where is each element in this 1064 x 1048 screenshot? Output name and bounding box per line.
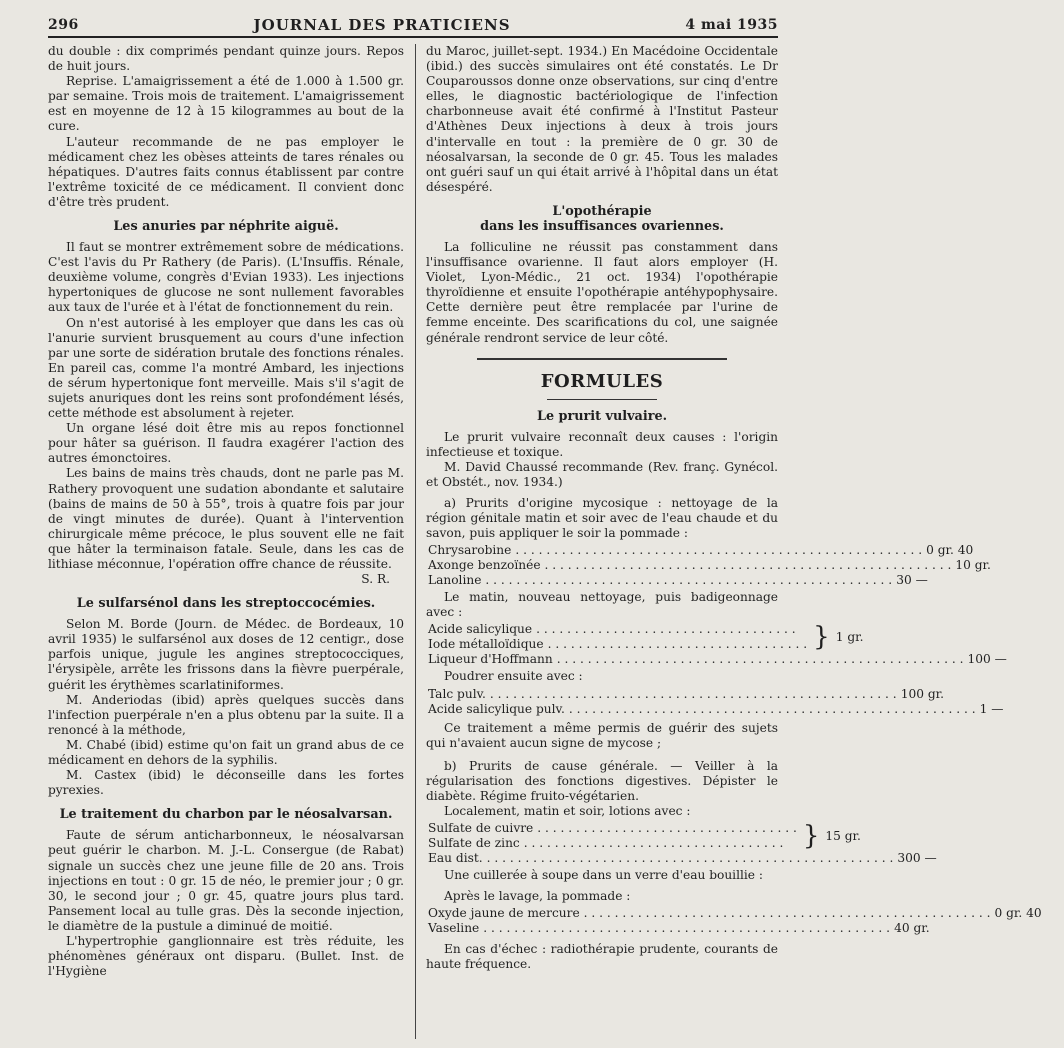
paragraph: du Maroc, juillet-sept. 1934.) En Macédoine Occidentale (ibid.) des succès simulaires ont été constatés. Le Dr Couparoussos donne onze observations, sur cinq d'entre elles, le diagnostic bactériologique de l'infection charbonneuse avait été confirmé à l'Institut Pasteur d'Athènes Deux injections à deux à trois jours d'intervalle en tout : la première de 0 gr. 30 de néosalvarsan, la seconde de 0 gr. 45. Tous les malades ont guéri sauf un qui était arrivé à l'hôpital dans un état désespéré.: [426, 44, 778, 194]
paragraph: Une cuillerée à soupe dans un verre d'eau bouillie :: [444, 868, 763, 883]
paragraph: Localement, matin et soir, lotions avec :: [444, 804, 691, 818]
section-heading-opotherapie-sub: dans les insuffisances ovariennes.: [480, 218, 724, 234]
rx-line: Iode métalloïdique . . .: [428, 637, 811, 652]
column-divider: [415, 44, 416, 1039]
issue-date: 4 mai 1935: [685, 17, 778, 33]
paragraph: Un organe lésé doit être mis au repos fonctionnel pour hâter sa guérison. Il faudra exagérer l'action des autres émonctoires.: [48, 421, 404, 466]
rx-line: Liqueur d'Hoffmann . . . 100 —: [428, 652, 778, 667]
prescription-4: [428, 821, 937, 866]
page-header: [48, 14, 778, 38]
section-heading-anuries: Les anuries par néphrite aiguë.: [113, 219, 339, 235]
paragraph: M. Anderiodas (ibid) après quelques succès dans l'infection puerpérale n'en a plus obtenu par la suite. Il a renoncé à la méthode,: [48, 692, 404, 737]
paragraph: Ce traitement a même permis de guérir des sujets qui n'avaient aucun signe de mycose ;: [426, 720, 778, 750]
paragraph: Reprise. L'amaigrissement a été de 1.000 à 1.500 gr. par semaine. Trois mois de traitement. L'amaigrissement est en moyenne de 12 à 15 kilogrammes au bout de la cure.: [48, 74, 404, 134]
paragraph: Après le lavage, la pommade :: [444, 889, 631, 904]
paragraph: M. Castex (ibid) le déconseille dans les fortes pyrexies.: [48, 768, 404, 798]
rx-line: Vaseline . . . 40 gr.: [428, 921, 778, 936]
rx-brace-group: Sulfate de cuivre . . . Sulfate de zinc . . . } 15 gr.: [428, 821, 778, 851]
heading-underline: [547, 399, 657, 400]
left-column: [48, 44, 404, 1044]
paragraph: L'auteur recommande de ne pas employer le médicament chez les obèses atteints de tares rénales ou hépatiques. D'autres faits connus établissent par contre l'extrême toxicité de ce médicament. Il convient donc d'être très prudent.: [48, 134, 404, 209]
paragraph: du double : dix comprimés pendant quinze jours. Repos de huit jours.: [48, 44, 404, 74]
paragraph: Le prurit vulvaire reconnaît deux causes : l'origin infectieuse et toxique.: [426, 429, 778, 459]
prescription-5: [428, 906, 1042, 936]
paragraph: Le matin, nouveau nettoyage, puis badigeonnage avec :: [426, 590, 778, 620]
paragraph: Il faut se montrer extrêmement sobre de médications. C'est l'avis du Pr Rathery (de Paris). (L'Insuffis. Rénale, deuxième volume, congrès d'Evian 1933). Les injections hypertoniques de glucose ne sont nullement favorables aux taux de l'urée et à l'état de fonctionnement du rein.: [48, 240, 404, 315]
paragraph: Poudrer ensuite avec :: [444, 669, 583, 684]
brace-icon: }: [813, 622, 830, 653]
paragraph: b) Prurits de cause générale. — Veiller à la régularisation des fonctions digestives. Dépister le diabète. Régime fruito-végétarien.: [426, 758, 778, 803]
page-number: 296: [48, 17, 79, 33]
paragraph: Selon M. Borde (Journ. de Médec. de Bordeaux, 10 avril 1935) le sulfarsénol aux doses de 12 centigr., dose parfois unique, jugule les angines streptococciques, l'érysipèle, arrête les frissons dans la fièvre puerpérale, guérit les érythèmes scarlatiniformes.: [48, 617, 404, 692]
rx-line: Chrysarobine . . . 0 gr. 40: [428, 543, 778, 558]
paragraph: En cas d'échec : radiothérapie prudente, courants de haute fréquence.: [426, 942, 778, 972]
section-separator: [477, 358, 727, 360]
right-column: [426, 44, 1042, 1044]
section-heading-opotherapie: L'opothérapie: [552, 203, 652, 219]
prescription-1: [428, 543, 991, 588]
paragraph: On n'est autorisé à les employer que dans les cas où l'anurie survient brusquement au cours d'une infection par une sorte de sidération brutale des fonctions rénales. En pareil cas, comme l'a montré Ambard, les injections de sérum hypertonique font merveille. Mais s'il s'agit de sujets anuriques dont les reins sont profondément lésés, cette méthode est absolument à rejeter.: [48, 315, 404, 421]
rx-line: Sulfate de zinc . . .: [428, 836, 801, 851]
prescription-2: [428, 622, 1007, 667]
rx-line: Lanoline . . . 30 —: [428, 573, 778, 588]
paragraph: a) Prurits d'origine mycosique : nettoyage de la région génitale matin et soir avec de l'eau chaude et du savon, puis appliquer le soir la pommade :: [426, 495, 778, 541]
author-initials: S. R.: [361, 572, 390, 587]
paragraph: M. Chabé (ibid) estime qu'on fait un grand abus de ce médicament en dehors de la syphilis.: [48, 737, 404, 768]
section-heading-sulfarsenol: Le sulfarsénol dans les streptoccocémies.: [76, 596, 376, 612]
paragraph: Faute de sérum anticharbonneux, le néosalvarsan peut guérir le charbon. M. J.-L. Consergue (de Rabat) signale un succès chez une jeune fille de 20 ans. Trois injections en tout : 0 gr. 15 de néo, le premier jour ; 0 gr. 30, le second jour ; 0 gr. 45, quatre jours plus tard. Pansement local au tulle gras. Dès la seconde injection, le diamètre de la pustule a diminué de moitié.: [48, 828, 404, 933]
section-heading-prurit: Le prurit vulvaire.: [536, 408, 668, 424]
rx-line: Talc pulv. . . . 100 gr.: [428, 687, 778, 702]
two-column-body: [48, 44, 1042, 1044]
rx-line: Eau dist. . . . 300 —: [428, 851, 778, 866]
prescription-3: [428, 686, 1004, 717]
journal-title: JOURNAL DES PRATICIENS: [253, 16, 511, 34]
rx-brace-group: Acide salicylique . . . Iode métalloïdique . . . } 1 gr.: [428, 622, 778, 652]
rx-line: Acide salicylique . . .: [428, 622, 811, 637]
formules-heading: FORMULES: [540, 370, 664, 392]
brace-icon: }: [802, 821, 820, 852]
paragraph: L'hypertrophie ganglionnaire est très réduite, les phénomènes généraux ont disparu. (Bullet. Inst. de l'Hygiène: [48, 933, 404, 979]
rx-line: Axonge benzoïnée . . . 10 gr.: [428, 558, 778, 573]
rx-line: Acide salicylique pulv. . . . 1 —: [428, 702, 778, 717]
paragraph: M. David Chaussé recommande (Rev. franç. Gynécol. et Obstét., nov. 1934.): [426, 459, 778, 489]
rx-line: Oxyde jaune de mercure . . . 0 gr. 40: [428, 906, 778, 921]
paragraph: La folliculine ne réussit pas constamment dans l'insuffisance ovarienne. Il faut alors employer (H. Violet, Lyon-Médic., 21 oct. 1934) l'opothérapie thyroïdienne et ensuite l'opothérapie antéhypophysaire. Cette dernière peut être remplacée par l'urine de femme enceinte. Des scarifications du col, une saignée générale rendront service de leur côté.: [426, 239, 778, 345]
paragraph: Les bains de mains très chauds, dont ne parle pas M. Rathery provoquent une sudation abondante et salutaire (bains de mains de 50 à 55°, trois à quatre fois par jour de vingt minutes de durée). Quant à l'intervention chirurgicale même précoce, le plus souvent elle ne fait que hâter la terminaison fatale. Seule, dans les cas de lithiase méconnue, l'opération offre chance de réussite.: [48, 466, 404, 571]
rx-line: Sulfate de cuivre . . .: [428, 821, 801, 836]
section-heading-charbon: Le traitement du charbon par le néosalvarsan.: [59, 807, 393, 823]
